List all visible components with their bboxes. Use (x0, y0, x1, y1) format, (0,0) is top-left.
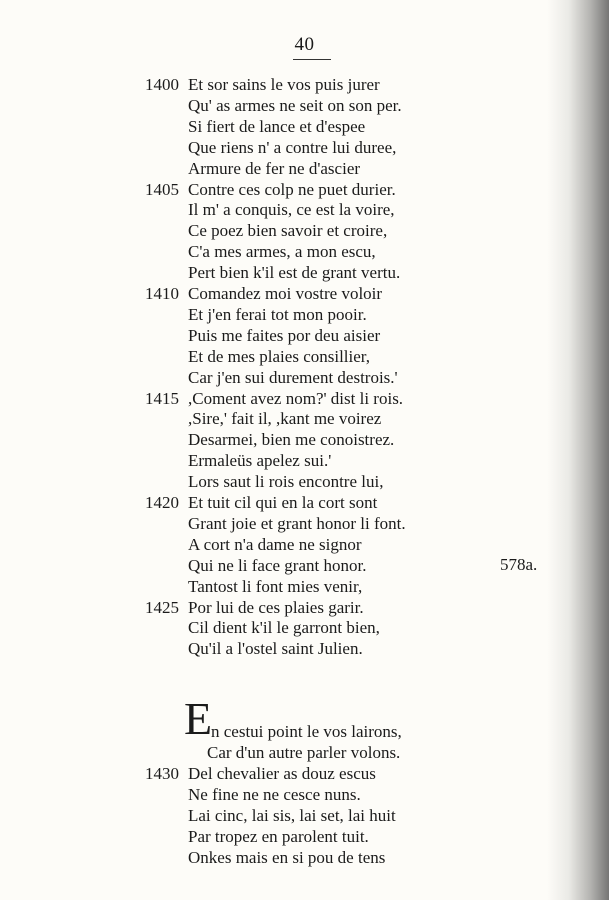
verse-text: Par tropez en parolent tuit. (188, 826, 369, 846)
verse-line (0, 95, 560, 117)
verse-text: Que riens n' a contre lui duree, (188, 137, 397, 157)
margin-note: 578a. (500, 555, 538, 574)
verse-text: Del chevalier as douz escus (188, 764, 376, 783)
verse-text: Qui ne li face grant honor. (188, 555, 367, 575)
verse-line (0, 346, 560, 368)
verse-line (0, 597, 560, 619)
verse-line (0, 220, 560, 242)
verse-text: Ce poez bien savoir et croire, (188, 221, 388, 241)
verse-text: ,Coment avez nom?' dist li rois. (188, 388, 404, 408)
verse-line (0, 429, 560, 451)
verse-text: Il m' a conquis, ce est la voire, (188, 200, 395, 220)
verse-text: Tantost li font mies venir, (188, 576, 363, 596)
verse-line (0, 262, 560, 284)
verse-text: Armure de fer ne d'ascier (188, 158, 361, 178)
verse-line (0, 304, 560, 326)
verse-line (0, 721, 560, 743)
verse-line (0, 367, 560, 389)
verse-text: Et tuit cil qui en la cort sont (188, 493, 378, 512)
verse-line (0, 742, 560, 764)
verse-line-number: 1400 (145, 75, 179, 94)
verse-line (0, 325, 560, 347)
verse-line (0, 492, 560, 514)
verse-text: Et j'en ferai tot mon pooir. (188, 304, 367, 324)
verse-line (0, 555, 560, 577)
verse-text: Pert bien k'il est de grant vertu. (188, 263, 401, 283)
verse-text: Car d'un autre parler volons. (207, 743, 401, 763)
verse-line (0, 763, 560, 785)
verse-line-number: 1415 (145, 388, 179, 408)
verse-line (0, 513, 560, 535)
verse-text: Et de mes plaies consillier, (188, 346, 371, 366)
verse-line (0, 784, 560, 806)
verse-text: Ne fine ne ne cesce nuns. (188, 784, 361, 804)
verse-line (0, 158, 560, 180)
verse-line (0, 617, 560, 639)
verse-line-number: 1405 (145, 179, 179, 199)
verse-line (0, 137, 560, 159)
verse-text: ,Sire,' fait il, ,kant me voirez (188, 409, 382, 429)
verse-line (0, 534, 560, 556)
verse-text: Lors saut li rois encontre lui, (188, 472, 384, 492)
verse-line (0, 805, 560, 827)
verse-text: Comandez moi vostre voloir (188, 284, 383, 303)
verse-text: Desarmei, bien me conoistrez. (188, 430, 395, 450)
verse-text: Qu' as armes ne seit on son per. (188, 95, 402, 115)
verse-text: A cort n'a dame ne signor (188, 534, 362, 554)
verse-line (0, 576, 560, 598)
verse-text: Lai cinc, lai sis, lai set, lai huit (188, 805, 396, 825)
verse-line (0, 847, 560, 869)
verse-text: Contre ces colp ne puet durier. (188, 179, 396, 199)
verse-line-number: 1425 (145, 597, 179, 617)
verse-text: Cil dient k'il le garront bien, (188, 618, 380, 638)
verse-line-number: 1430 (145, 764, 179, 783)
verse-line (0, 241, 560, 263)
verse-line-number: 1410 (145, 284, 179, 303)
verse-text: C'a mes armes, a mon escu, (188, 242, 376, 262)
verse-line (0, 471, 560, 493)
verse-text: Ermaleüs apelez sui.' (188, 451, 332, 471)
verse-line (0, 408, 560, 430)
verse-line (0, 826, 560, 848)
verse-text: Qu'il a l'ostel saint Julien. (188, 639, 363, 659)
verse-line (0, 179, 560, 201)
verse-text: Onkes mais en si pou de tens (188, 847, 386, 867)
drop-cap-initial: E (184, 693, 213, 744)
verse-text: Et sor sains le vos puis jurer (188, 75, 380, 94)
verse-line (0, 283, 560, 305)
verse-line (0, 74, 560, 96)
verse-line (0, 450, 560, 472)
verse-line-number: 1420 (145, 493, 179, 512)
page-number-rule (293, 59, 331, 60)
verse-text: n cestui point le vos lairons, (211, 722, 402, 742)
verse-line (0, 116, 560, 138)
verse-text: Si fiert de lance et d'espee (188, 116, 366, 136)
verse-text: Car j'en sui durement destrois.' (188, 367, 398, 387)
verse-line (0, 638, 560, 660)
verse-text: Puis me faites por deu aisier (188, 325, 381, 345)
verse-text: Por lui de ces plaies garir. (188, 597, 364, 617)
page-number: 40 (294, 34, 315, 55)
verse-line (0, 199, 560, 221)
verse-text: Grant joie et grant honor li font. (188, 513, 406, 533)
verse-line (0, 388, 560, 410)
